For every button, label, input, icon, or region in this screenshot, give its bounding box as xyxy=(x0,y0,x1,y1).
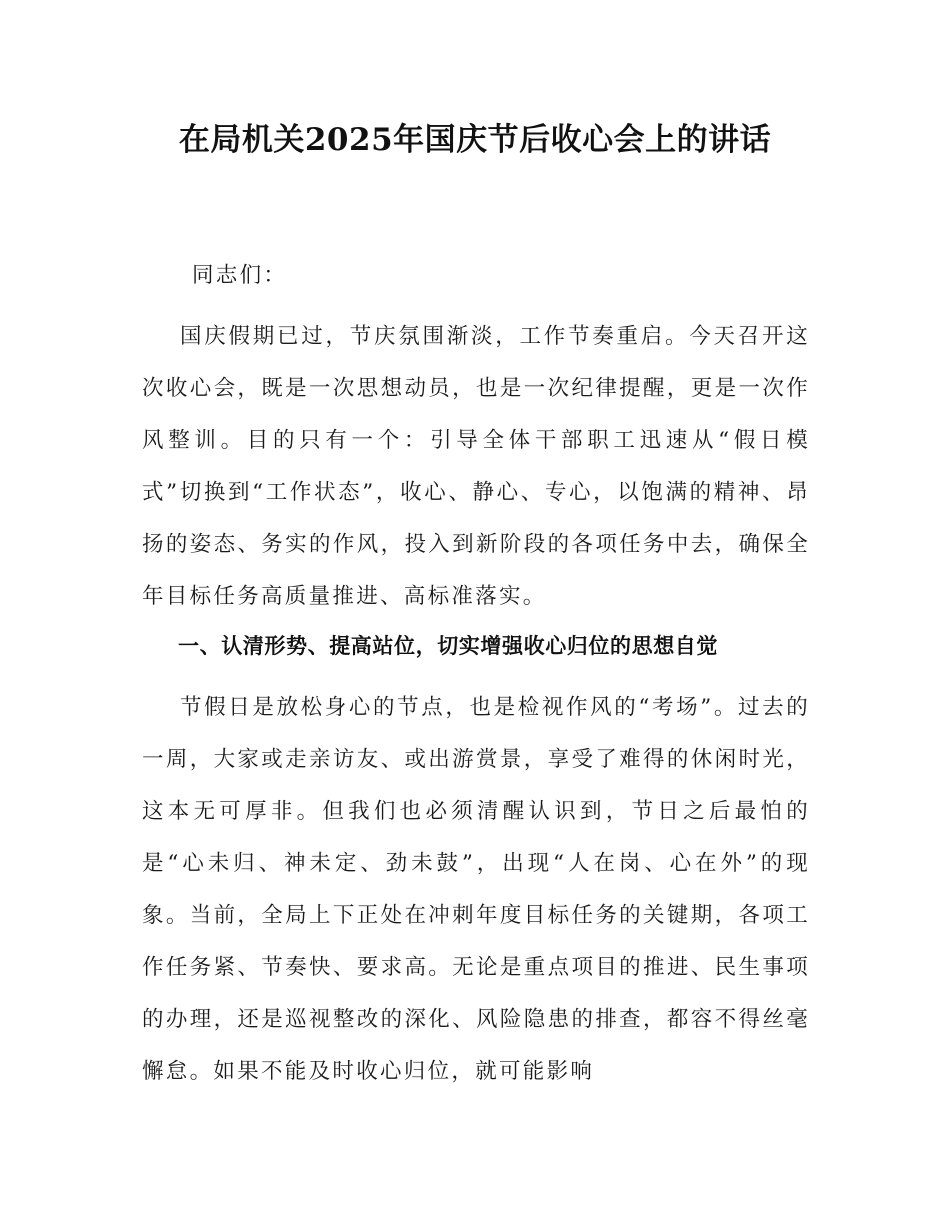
section-heading-1: 一、认清形势、提高站位，切实增强收心归位的思想自觉 xyxy=(178,634,718,658)
paragraph-section-1: 节假日是放松身心的节点，也是检视作风的“考场”。过去的一周，大家或走亲访友、或出游赏景，享受了难得的休闲时光，这本无可厚非。但我们也必须清醒认识到，节日之后最怕的是“心未归、神未定、劲未鼓”，出现“人在岗、心在外”的现象。当前，全局上下正处在冲刺年度目标任务的关键期，各项工作任务紧、节奏快、要求高。无论是重点项目的推进、民生事项的办理，还是巡视整改的深化、风险隐患的排查，都容不得丝毫懈怠。如果不能及时收心归位，就可能影响 xyxy=(142,695,810,1084)
document-title: 在局机关2025年国庆节后收心会上的讲话 xyxy=(178,122,772,158)
paragraph-intro: 国庆假期已过，节庆氛围渐淡，工作节奏重启。今天召开这次收心会，既是一次思想动员，也是一次纪律提醒，更是一次作风整训。目的只有一个：引导全体干部职工迅速从“假日模式”切换到“工作状态”，收心、静心、专心，以饱满的精神、昂扬的姿态、务实的作风，投入到新阶段的各项任务中去，确保全年目标任务高质量推进、高标准落实。 xyxy=(142,324,810,609)
salutation: 同志们： xyxy=(192,263,288,288)
